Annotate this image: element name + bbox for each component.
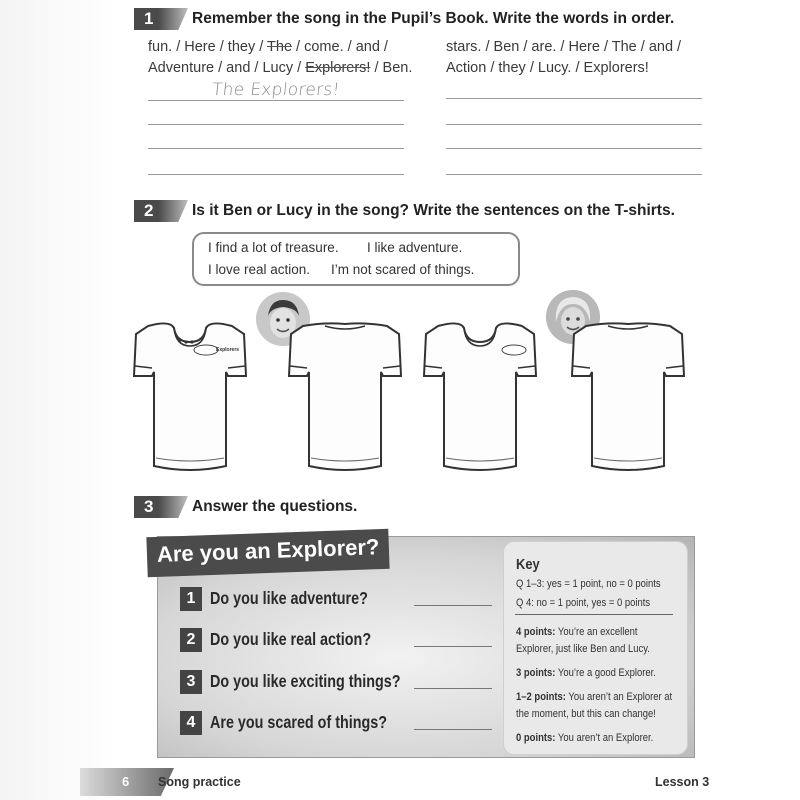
footer-section: Song practice: [158, 775, 241, 789]
tshirts-illustration: [130, 318, 710, 478]
key-result-4-cont: Explorer, just like Ben and Lucy.: [516, 643, 650, 655]
sentence-4: I’m not scared of things.: [331, 262, 475, 277]
scramble-left-line-2: Adventure / and / Lucy / Explorers! / Ben.: [148, 60, 413, 76]
example-answer: The Explorers!: [210, 80, 341, 100]
scramble-right: [446, 37, 681, 79]
key-result-1-2: 1–2 points: You aren’t an Explorer at: [516, 691, 673, 703]
answer-line-2[interactable]: [414, 646, 492, 647]
answer-line-3[interactable]: [414, 688, 492, 689]
exercise-3-header: [134, 496, 714, 520]
question-4-number: 4: [180, 711, 202, 735]
exercise-3-number: 3: [144, 497, 154, 516]
exercise-2-badge: [134, 200, 188, 222]
key-divider: [515, 614, 673, 615]
question-3-number: 3: [180, 670, 202, 694]
quiz-title: Are you an Explorer?: [156, 534, 380, 567]
question-1-number: 1: [180, 587, 202, 611]
ben-tshirt-back: [289, 323, 401, 470]
scramble-right-line-1: stars. / Ben / are. / Here / The / and /: [446, 39, 682, 55]
scramble-left-line-1: fun. / Here / they / The / come. / and /: [148, 39, 388, 55]
page-number: 6: [122, 774, 130, 789]
page-margin-shade: [0, 0, 118, 800]
exercise-1-header: [134, 8, 714, 32]
writing-line[interactable]: [148, 124, 404, 125]
ben-tshirt-front: [134, 323, 246, 470]
writing-line[interactable]: [446, 98, 702, 99]
writing-line[interactable]: [446, 174, 702, 175]
key-rule-2: Q 4: no = 1 point, yes = 0 points: [516, 597, 651, 609]
question-4-text: Are you scared of things?: [210, 712, 388, 732]
writing-line[interactable]: [446, 148, 702, 149]
writing-line[interactable]: [148, 148, 404, 149]
exercise-1-number: 1: [144, 9, 154, 28]
key-title: Key: [516, 556, 540, 573]
writing-line[interactable]: [148, 100, 404, 101]
exercise-3-badge: [134, 496, 188, 518]
exercise-2-instruction: Is it Ben or Lucy in the song? Write the sentences on the T-shirts.: [192, 202, 675, 219]
scramble-left: [148, 37, 412, 79]
key-result-4: 4 points: You’re an excellent: [516, 626, 638, 638]
writing-line[interactable]: [446, 124, 702, 125]
quiz-title-banner: [146, 529, 389, 577]
crossed-word: Explorers!: [305, 60, 371, 76]
crossed-word: The: [267, 39, 293, 55]
key-rule-1: Q 1–3: yes = 1 point, no = 0 points: [516, 578, 661, 590]
scramble-right-line-2: Action / they / Lucy. / Explorers!: [446, 60, 649, 76]
key-result-0: 0 points: You aren’t an Explorer.: [516, 732, 654, 744]
lucy-tshirt-front: [424, 323, 536, 470]
answer-line-4[interactable]: [414, 729, 492, 730]
sentence-1: I find a lot of treasure.: [208, 240, 339, 255]
writing-line[interactable]: [148, 174, 404, 175]
key-result-1-2-cont: the moment, but this can change!: [516, 708, 656, 720]
tshirt-logo-text: Explorers: [216, 347, 240, 353]
exercise-1-badge: [134, 8, 188, 30]
question-2-text: Do you like real action?: [210, 629, 372, 649]
exercise-2-header: [134, 200, 714, 224]
exercise-3-instruction: Answer the questions.: [192, 498, 358, 515]
sentence-3: I love real action.: [208, 262, 311, 277]
sentence-2: I like adventure.: [367, 240, 463, 255]
exercise-2-number: 2: [144, 201, 154, 220]
answer-line-1[interactable]: [414, 605, 492, 606]
exercise-1-instruction: Remember the song in the Pupil’s Book. Write the words in order.: [192, 10, 675, 27]
question-1-text: Do you like adventure?: [210, 588, 368, 608]
question-2-number: 2: [180, 628, 202, 652]
footer-lesson: Lesson 3: [655, 775, 710, 789]
key-result-3: 3 points: You’re a good Explorer.: [516, 667, 656, 679]
lucy-tshirt-back: [572, 323, 684, 470]
question-3-text: Do you like exciting things?: [210, 671, 401, 691]
